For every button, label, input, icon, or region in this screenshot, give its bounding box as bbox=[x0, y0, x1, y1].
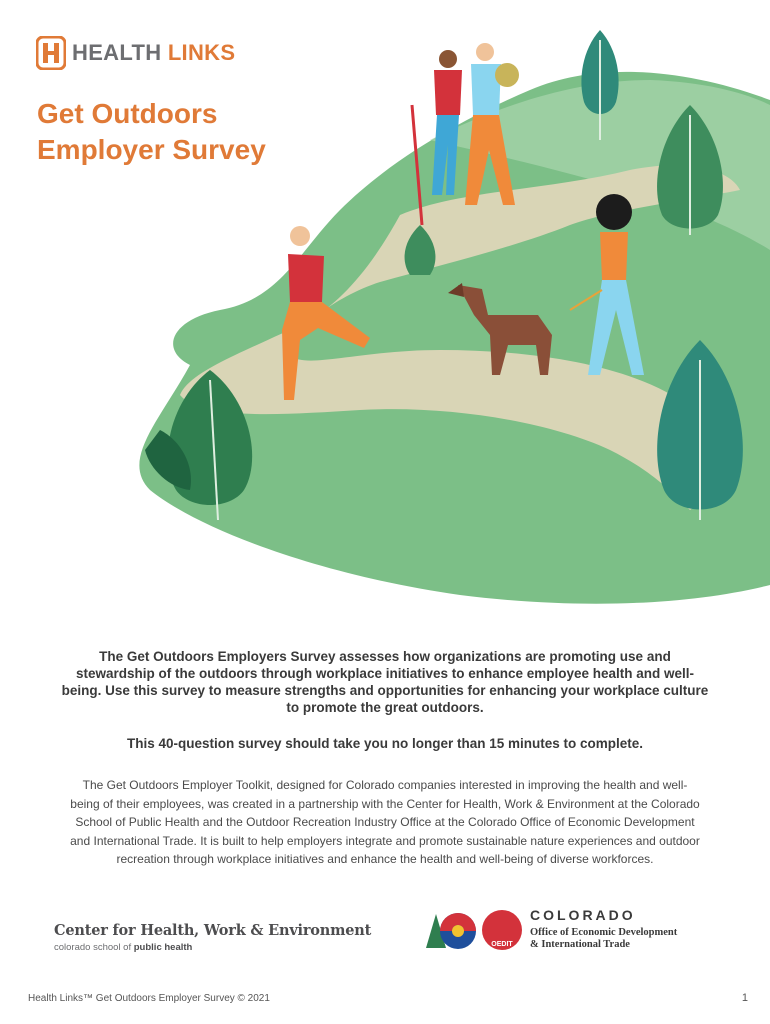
logo-word-links: LINKS bbox=[167, 40, 236, 65]
intro-paragraph: The Get Outdoors Employers Survey assesses how organizations are promoting use and stewardship of the outdoors through workplace initiatives to enhance employee health and well-being. Use this survey to measure strengths and opportunities for enhancing your workplace culture to promote the great outdoors. bbox=[61, 649, 709, 715]
oedit-state: COLORADO bbox=[530, 907, 636, 923]
chwe-subtitle bbox=[54, 942, 371, 953]
oedit-wordmark bbox=[530, 907, 677, 951]
survey-duration-note: This 40-question survey should take you no longer than 15 minutes to complete. bbox=[126, 736, 644, 751]
colorado-oedit-logo-icon bbox=[424, 906, 524, 952]
logo-word-health: HEALTH bbox=[72, 40, 162, 65]
page-number: 1 bbox=[741, 992, 748, 1004]
footer-text: Health Links™ Get Outdoors Employer Survey © 2021 bbox=[28, 993, 270, 1004]
people-hiking-walking-dog-illustration bbox=[130, 20, 770, 610]
oedit-badge-text: OEDIT bbox=[491, 941, 513, 948]
chwe-logo bbox=[54, 922, 371, 953]
toolkit-description: The Get Outdoors Employer Toolkit, designed for Colorado companies interested in improving the health and well-being of their employees, was created in a partnership with the Center for Health, Work & Environment at the Colorado School of Public Health and the Outdoor Recreation Industry Office at the Colorado Office of Economic Development and International Trade. It is built to help employers integrate and promote sustainable nature experiences and outdoor recreation through workplace initiatives and enhance the health and well-being of diverse workforces. bbox=[70, 778, 700, 866]
oedit-logo bbox=[424, 906, 677, 952]
oedit-office-line1: Office of Economic Development bbox=[530, 927, 678, 938]
oedit-office-line2: & International Trade bbox=[530, 939, 630, 950]
chwe-sub-prefix: colorado school of bbox=[54, 942, 134, 953]
chwe-name: Center for Health, Work & Environment bbox=[54, 922, 372, 939]
title-line-1: Get Outdoors bbox=[37, 98, 218, 129]
chwe-sub-bold: public health bbox=[133, 942, 193, 953]
oedit-office bbox=[530, 927, 677, 951]
title-line-2: Employer Survey bbox=[37, 134, 266, 165]
health-links-logo-icon bbox=[36, 36, 66, 70]
